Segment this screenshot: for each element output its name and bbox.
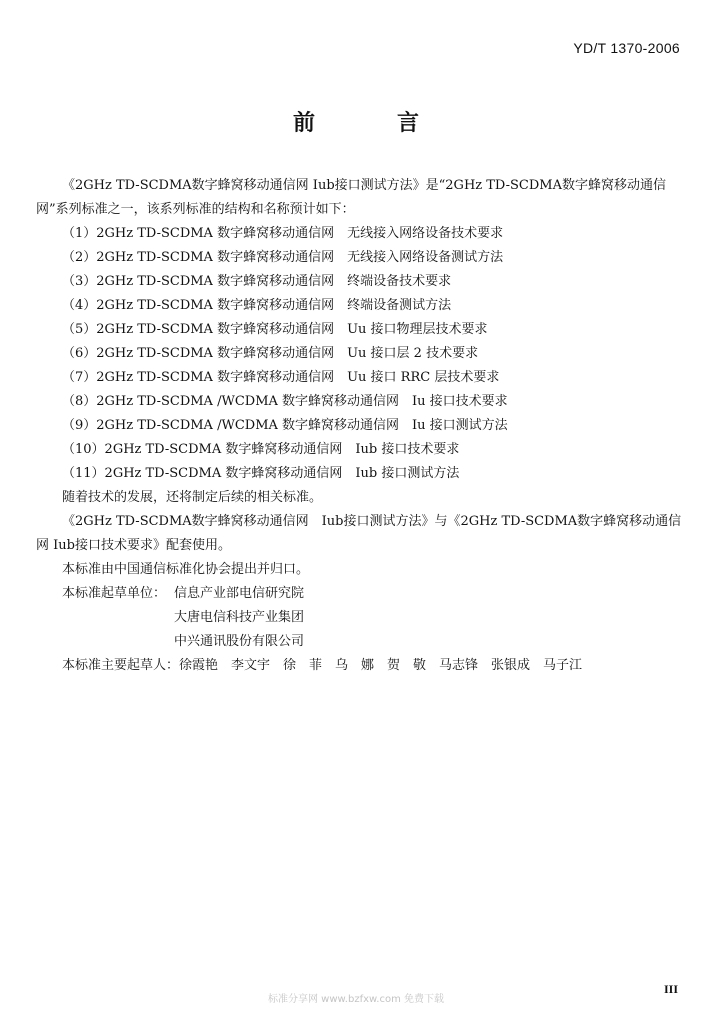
series-item: （6）2GHz TD-SCDMA 数字蜂窝移动通信网 Uu 接口层 2 技术要求 <box>62 346 479 361</box>
series-item: （9）2GHz TD-SCDMA /WCDMA 数字蜂窝移动通信网 Iu 接口测试方法 <box>62 418 508 433</box>
drafters-names: 徐霞艳 李文宇 徐 菲 乌 娜 贺 敬 马志锋 张银成 马子江 <box>179 658 583 673</box>
series-item: （8）2GHz TD-SCDMA /WCDMA 数字蜂窝移动通信网 Iu 接口技术要求 <box>62 394 508 409</box>
drafting-unit: 中兴通讯股份有限公司 <box>174 634 305 649</box>
drafting-unit-row <box>36 606 684 630</box>
series-item: （11）2GHz TD-SCDMA 数字蜂窝移动通信网 Iub 接口测试方法 <box>62 466 460 481</box>
page-number: III <box>663 982 678 996</box>
series-list <box>36 222 684 486</box>
standard-number: YD/T 1370-2006 <box>573 40 680 56</box>
series-item: （4）2GHz TD-SCDMA 数字蜂窝移动通信网 终端设备测试方法 <box>62 298 452 313</box>
proposer-statement: 本标准由中国通信标准化协会提出并归口。 <box>62 562 310 577</box>
drafters-label: 本标准主要起草人： <box>62 658 180 673</box>
series-item: （7）2GHz TD-SCDMA 数字蜂窝移动通信网 Uu 接口 RRC 层技术要求 <box>62 370 500 385</box>
foreword-body <box>36 174 684 678</box>
series-item: （10）2GHz TD-SCDMA 数字蜂窝移动通信网 Iub 接口技术要求 <box>62 442 460 457</box>
series-item: （5）2GHz TD-SCDMA 数字蜂窝移动通信网 Uu 接口物理层技术要求 <box>62 322 488 337</box>
drafting-unit-row <box>36 582 684 606</box>
series-item: （3）2GHz TD-SCDMA 数字蜂窝移动通信网 终端设备技术要求 <box>62 274 452 289</box>
series-item: （2）2GHz TD-SCDMA 数字蜂窝移动通信网 无线接入网络设备测试方法 <box>62 250 504 265</box>
drafting-unit-label: 本标准起草单位： <box>62 586 167 601</box>
drafting-unit-row <box>36 630 684 654</box>
future-note: 随着技术的发展，还将制定后续的相关标准。 <box>62 490 323 505</box>
drafting-unit: 信息产业部电信研究院 <box>174 586 305 601</box>
series-item: （1）2GHz TD-SCDMA 数字蜂窝移动通信网 无线接入网络设备技术要求 <box>62 226 504 241</box>
intro-paragraph: 《2GHz TD-SCDMA数字蜂窝移动通信网 Iub接口测试方法》是“2GHz TD-SCDMA数字蜂窝移动通信网”系列标准之一，该系列标准的结构和名称预计如下： <box>36 178 666 217</box>
companion-paragraph: 《2GHz TD-SCDMA数字蜂窝移动通信网 Iub接口测试方法》与《2GHz TD-SCDMA数字蜂窝移动通信网 Iub接口技术要求》配套使用。 <box>36 514 682 553</box>
page-title: 前 言 <box>292 111 449 136</box>
drafters-line <box>36 654 684 678</box>
watermark: 标准分享网 www.bzfxw.com 免费下载 <box>268 994 444 1005</box>
drafting-unit: 大唐电信科技产业集团 <box>174 610 305 625</box>
